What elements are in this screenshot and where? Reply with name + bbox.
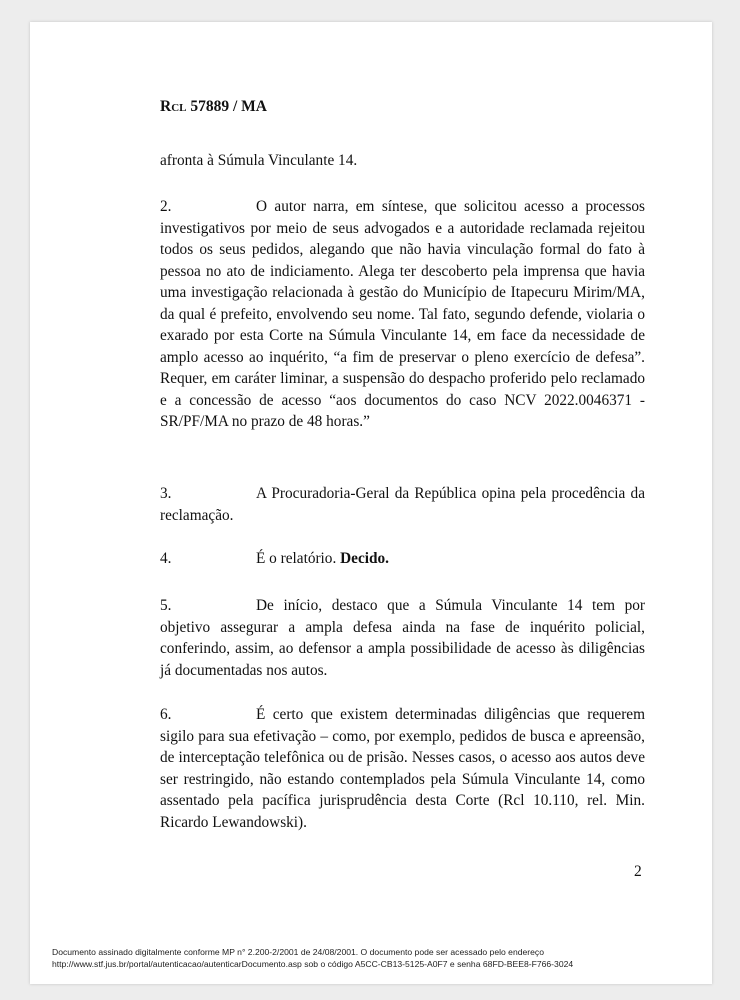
paragraph-number: 2.: [160, 198, 172, 215]
paragraph-2: [160, 196, 645, 433]
paragraph-6: [160, 704, 645, 833]
case-header: [160, 98, 267, 116]
paragraph-text: É certo que existem determinadas diligências que requerem sigilo para sua efetivação – como, por exemplo, pedidos de busca e apreensão, de interceptação telefônica ou de prisão. Nesses casos, o acesso aos autos deve ser restringido, não estando contemplados pela Súmula Vinculante 14, como assentado pela pacífica jurisprudência desta Corte (Rcl 10.110, rel. Min. Ricardo Lewandowski).: [160, 706, 645, 831]
document-page: [30, 22, 712, 984]
paragraph-continuation: [160, 150, 645, 172]
paragraph-number: 3.: [160, 485, 172, 502]
paragraph-number: 6.: [160, 706, 172, 723]
paragraph-text: O autor narra, em síntese, que solicitou acesso a processos investigativos por meio de seus advogados e a autoridade reclamada rejeitou todos os seus pedidos, alegando que não havia vinculação formal do fato à pessoa no ato de indiciamento. Alega ter descoberto pela imprensa que havia uma investigação relacionada à gestão do Município de Itapecuru Mirim/MA, da qual é prefeito, envolvendo seu nome. Tal fato, segundo defende, violaria o exarado por esta Corte na Súmula Vinculante 14, em face da necessidade de amplo acesso ao inquérito, “a fim de preservar o pleno exercício de defesa”. Requer, em caráter liminar, a suspensão do despacho proferido pelo reclamado e a concessão de acesso “aos documentos do caso NCV 2022.0046371 - SR/PF/MA no prazo de 48 horas.”: [160, 198, 645, 430]
paragraph-5: [160, 595, 645, 681]
page-number: 2: [634, 863, 642, 880]
signature-footer: [52, 946, 692, 970]
paragraph-number: 4.: [160, 550, 172, 567]
paragraph-number: 5.: [160, 597, 172, 614]
paragraph-4: [160, 548, 645, 570]
case-number: 57889 / MA: [186, 98, 267, 115]
footer-line-1: Documento assinado digitalmente conforme MP n° 2.200-2/2001 de 24/08/2001. O documento pode ser acessado pelo endereço: [52, 947, 545, 957]
paragraph-3: [160, 483, 645, 526]
footer-line-2: http://www.stf.jus.br/portal/autenticacao/autenticarDocumento.asp sob o código A5CC-CB13-5125-A0F7 e senha 68FD-BEE8-F766-3024: [52, 959, 574, 969]
case-prefix: Rcl: [160, 98, 187, 115]
paragraph-text: A Procuradoria-Geral da República opina pela procedência da reclamação.: [160, 485, 645, 524]
decision-word: Decido.: [340, 550, 389, 567]
paragraph-text: De início, destaco que a Súmula Vinculante 14 tem por objetivo assegurar a ampla defesa ainda na fase de inquérito policial, conferindo, assim, ao defensor a ampla possibilidade de acesso às diligências já documentadas nos autos.: [160, 597, 645, 679]
continuation-text: afronta à Súmula Vinculante 14.: [160, 152, 358, 169]
paragraph-text: É o relatório.: [256, 550, 341, 567]
